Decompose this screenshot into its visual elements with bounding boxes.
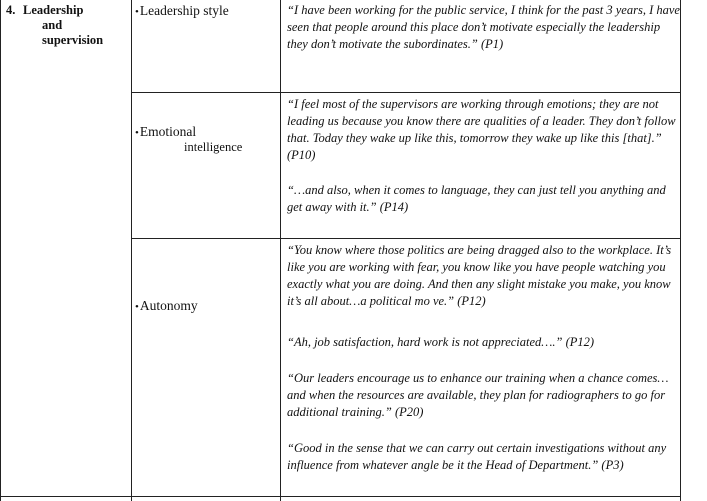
row-divider-2 xyxy=(131,238,681,239)
quote: “You know where those politics are being dragged also to the workplace. It’s like you are working with fear, you know like you have people watching you exactly what you are doing. And then any slight mistake you make, you know it’s all about…a political mo ve.” (P12) xyxy=(287,243,672,308)
row-divider-1 xyxy=(131,92,681,93)
quote: “Our leaders encourage us to enhance our training when a chance comes… and when the resources are available, they plan for radiographers to go for additional training.” (P20) xyxy=(287,371,669,419)
bullet-icon: • xyxy=(135,301,139,313)
table-bottom-border xyxy=(0,496,681,497)
quote: “…and also, when it comes to language, they can just tell you anything and get away with it.” (P14) xyxy=(287,183,666,214)
theme-number: 4. xyxy=(6,3,16,17)
subtheme-emotional-intelligence xyxy=(135,124,277,155)
subtheme-column-divider xyxy=(280,0,281,501)
quote: “I have been working for the public service, I think for the past 3 years, I have seen that people around this place don’t motivate especially the leadership they don’t motivate the subordinates.” (P1) xyxy=(287,3,680,51)
quote: “Good in the sense that we can carry out certain investigations without any influence from whatever angle be it the Head of Department.” (P3) xyxy=(287,441,667,472)
quotes-autonomy xyxy=(287,242,682,474)
quote: “I feel most of the supervisors are working through emotions; they are not leading us because you know there are qualities of a leader. They don’t follow that. Today they wake up like this, tomorrow they wake up like this [that].” (P10) xyxy=(287,97,676,162)
subtheme-label: Leadership style xyxy=(139,3,229,18)
subtheme-label: Emotional xyxy=(139,124,197,139)
subtheme-autonomy xyxy=(135,298,277,314)
subtheme-leadership-style xyxy=(135,3,277,19)
subtheme-label: Autonomy xyxy=(139,298,198,313)
bullet-icon: • xyxy=(135,6,139,18)
theme-column-divider xyxy=(131,0,132,501)
table-left-border xyxy=(0,0,1,501)
quote: “Ah, job satisfaction, hard work is not appreciated….” (P12) xyxy=(287,335,595,349)
bullet-icon: • xyxy=(135,127,139,139)
quotes-leadership-style xyxy=(287,2,682,53)
theme-title-line1: Leadership xyxy=(23,3,84,17)
theme-title-line3: supervision xyxy=(42,33,104,47)
quotes-emotional-intelligence xyxy=(287,96,682,216)
subtheme-label-line2: intelligence xyxy=(184,140,243,154)
theme-cell xyxy=(6,3,131,48)
theme-title-line2: and xyxy=(42,18,63,32)
